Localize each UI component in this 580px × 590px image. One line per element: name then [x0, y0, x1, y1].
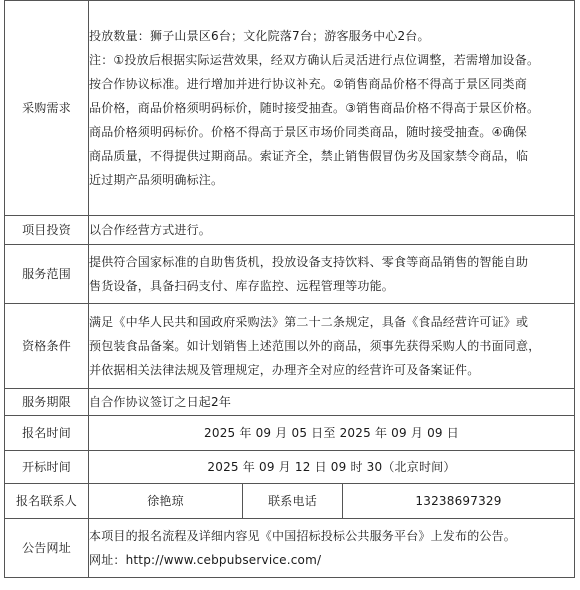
- opening-time-value: 2025 年 09 月 12 日 09 时 30（北京时间）: [89, 451, 575, 484]
- contact-name-value: 徐艳琼: [89, 484, 243, 519]
- label-service-scope: 服务范围: [5, 245, 89, 304]
- requirement-line: 近过期产品须明确标注。: [89, 173, 224, 187]
- label-registration-contact: 报名联系人: [5, 484, 89, 519]
- service-scope-content: [89, 245, 575, 304]
- label-project-investment: 项目投资: [5, 216, 89, 245]
- qualification-line: 并依据相关法律法规及管理规定，办理齐全对应的经营许可及备案证件。: [89, 363, 480, 377]
- row-service-scope: [5, 245, 575, 304]
- label-registration-time: 报名时间: [5, 416, 89, 451]
- requirement-line: 商品质量，不得提供过期商品。索证齐全，禁止销售假冒伪劣及国家禁令商品，临: [89, 149, 529, 163]
- requirement-line: 注：①投放后根据实际运营效果，经双方确认后灵活进行点位调整，若需增加设备。: [89, 53, 540, 67]
- row-notice-url: [5, 519, 575, 578]
- procurement-info-table: [4, 0, 575, 578]
- label-service-period: 服务期限: [5, 389, 89, 416]
- row-registration-time: [5, 416, 575, 451]
- qualification-line: 满足《中华人民共和国政府采购法》第二十二条规定，具备《食品经营许可证》或: [89, 315, 529, 329]
- contact-phone-value: 13238697329: [343, 484, 575, 519]
- row-procurement-requirement: [5, 1, 575, 216]
- requirement-line: 品价格，商品价格须明码标价，随时接受抽查。③销售商品价格不得高于景区价格。: [89, 101, 540, 115]
- service-period-value: 自合作协议签订之日起2年: [89, 389, 575, 416]
- requirement-line: 投放数量：狮子山景区6台；文化院落7台；游客服务中心2台。: [89, 29, 430, 43]
- project-investment-value: 以合作经营方式进行。: [89, 216, 575, 245]
- notice-url-content: [89, 519, 575, 578]
- registration-time-value: 2025 年 09 月 05 日至 2025 年 09 月 09 日: [89, 416, 575, 451]
- label-qualification: 资格条件: [5, 304, 89, 389]
- label-procurement-requirement: 采购需求: [5, 1, 89, 216]
- label-notice-url: 公告网址: [5, 519, 89, 578]
- label-opening-time: 开标时间: [5, 451, 89, 484]
- row-contact: [5, 484, 575, 519]
- scope-line: 提供符合国家标准的自助售货机，投放设备支持饮料、零食等商品销售的智能自助: [89, 255, 529, 269]
- requirement-line: 按合作协议标准。进行增加并进行协议补充。②销售商品价格不得高于景区同类商: [89, 77, 527, 91]
- requirement-line: 商品价格须明码标价。价格不得高于景区市场价同类商品，随时接受抽查。④确保: [89, 125, 527, 139]
- row-service-period: [5, 389, 575, 416]
- notice-line: 本项目的报名流程及详细内容见《中国招标投标公共服务平台》上发布的公告。: [89, 529, 517, 543]
- row-opening-time: [5, 451, 575, 484]
- label-contact-phone: 联系电话: [243, 484, 343, 519]
- row-project-investment: [5, 216, 575, 245]
- qualification-line: 预包装食品备案。如计划销售上述范围以外的商品，须事先获得采购人的书面同意，: [89, 339, 541, 353]
- scope-line: 售货设备，具备扫码支付、库存监控、远程管理等功能。: [89, 279, 395, 293]
- row-qualification: [5, 304, 575, 389]
- procurement-requirement-content: [89, 1, 575, 216]
- notice-url-link[interactable]: 网址：http://www.cebpubservice.com/: [89, 553, 322, 567]
- qualification-content: [89, 304, 575, 389]
